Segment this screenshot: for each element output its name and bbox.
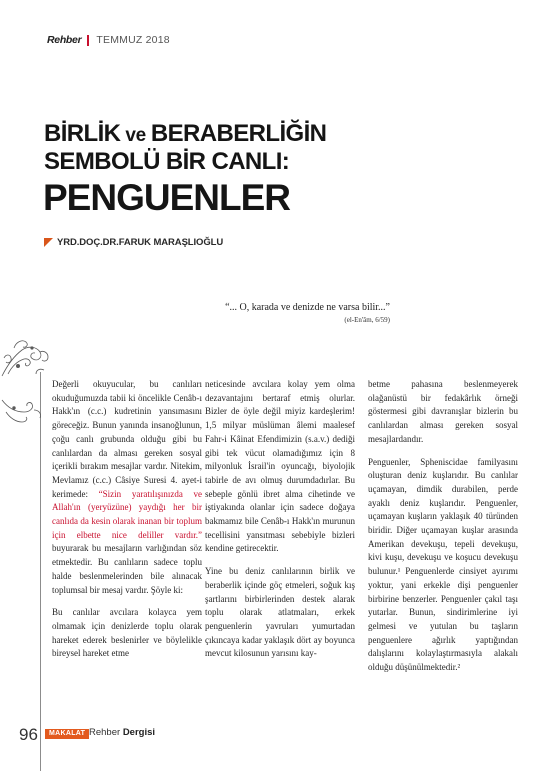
floral-ornament-icon xyxy=(0,336,52,380)
body-column-1 xyxy=(52,378,202,670)
floral-ornament-icon xyxy=(0,398,44,426)
epigraph-reference: (el-En'âm, 6/59) xyxy=(344,316,390,324)
title-line-1 xyxy=(44,120,326,150)
title-word-ve: ve xyxy=(120,125,151,146)
paragraph: Yine bu deniz canlılarının birlik ve beraberlik içinde göç etmeleri, soğuk kış şartlarını birbirlerinden destek alarak toplu olarak atlatmaları, erkek penguenlerin yavruları yumurtadan çıkıncaya kadar yaklaşık dört ay boyunca mevcut kilosunun yarısını kay- xyxy=(205,566,355,659)
article-title: PENGUENLER xyxy=(43,177,290,218)
epigraph-text: “... O, karada ve denizde ne varsa bilir...” xyxy=(225,302,390,313)
margin-rule xyxy=(40,372,41,771)
title-word-birlik: BİRLİK xyxy=(44,120,121,147)
body-column-3 xyxy=(368,378,518,684)
paragraph-text: Değerli okuyucular, bu canlıları okuduğumuzda tabii ki öncelikle Cenâb-ı Hakk'ın (c.c.) kudretinin yansımasını göreceğiz. Bunun yanında insanoğlunun, çoğu canlı grubunda olduğu gibi bu canlılardan da alması gereken sosyal içerikli bırakım mesajlar vardır. Nitekim, Mevlamız (c.c.) Câsiye Suresi 4. ayet-i kerimede: xyxy=(52,379,202,499)
magazine-name-part: Rehber xyxy=(89,727,121,738)
paragraph xyxy=(52,378,202,597)
paragraph: neticesinde avcılara kolay yem olma dezavantajını bertaraf etmiş olurlar. Bizler de öyle değil miyiz kardeşlerim! 1,5 milyar müslüman âlemi maalesef Fahr-i Kâinat Efendimizin (s.a.v.) dediği gibi tek vücut olamadığımız için 8 milyonluk İsrail'in oyuncağı, biyolojik tabirle de avı olmuş durumdadırlar. Bu sebeple gönlü ibret alma cihetinde ve iştiyakında olanlar için sadece doğaya bakmamız bile Cenâb-ı Hakk'ın murunun tecellisini yansıtması sebebiyle bizleri kendine getirecektir. xyxy=(205,379,355,554)
running-header xyxy=(47,33,170,47)
quoted-verse: “Sizin yaratılışınızda ve Allah'ın (yeryüzüne) yaydığı her bir canlıda da kesin olarak inanan bir toplum için elbette nice deliller vardır.” xyxy=(52,488,202,540)
author-byline xyxy=(44,237,223,248)
paragraph: Bu canlılar avcılara kolayca yem olmamak için denizlerde toplu olarak hareket ederek beslenirler ve böylelikle bireysel hareket etme xyxy=(52,607,202,659)
magazine-name xyxy=(89,727,155,738)
paragraph: betme pahasına beslenmeyerek olağanüstü bir fedakârlık örneği göstermesi gibi davranışlar bizlerin bu canlılardan alması gereken sosyal mesajlardandır. xyxy=(368,379,518,444)
body-column-2 xyxy=(205,378,355,670)
paragraph: Penguenler, Spheniscidae familyasını oluşturan deniz kuşlarıdır. Bu canlılar uçamayan, dimdik durabilen, perde ayaklı deniz kuşlarıdır. Penguenler, uçamayan kuşların yaklaşık 40 türünden biridir. Diğer uçamayan kuşlar arasında Amerikan devekuşu, tepeli devekuşu, kivi kuşu, devekuşu ve koşucu devekuşu bulunur.¹ Penguenlerde cinsiyet ayırımı yoktur, yani erkekle dişi penguenler birbirine benzerler. Penguenler çakıl taşı yutarlar. Bunun, sindirimlerine iyi gelmesi ve yutulan bu taşların penguenlere ağırlık yaptığından dalışlarını kolaylaştırmasıyla alakalı olduğu düşünülmektedir.² xyxy=(368,456,518,673)
page-number: 96 xyxy=(19,725,38,744)
paragraph-text: buyurarak bu mesajların varlığından söz etmektedir. Bu canlıların sadece toplu halde beslenmelerinden bile alınacak toplumsal bir mesaj vardır. Şöyle ki: xyxy=(52,543,202,595)
author-name: YRD.DOÇ.DR.FARUK MARAŞLIOĞLU xyxy=(57,237,224,248)
section-badge: MAKALAT xyxy=(45,729,89,739)
epigraph xyxy=(200,302,390,324)
issue-date: TEMMUZ 2018 xyxy=(96,34,170,46)
magazine-name-part: Dergisi xyxy=(122,727,156,738)
magazine-logo: Rehber xyxy=(47,34,82,46)
title-word-beraberligin: BERABERLİĞİN xyxy=(150,120,327,147)
author-triangle-icon xyxy=(44,238,53,247)
header-separator xyxy=(87,35,89,46)
title-line-2: SEMBOLÜ BİR CANLI: xyxy=(44,148,290,175)
